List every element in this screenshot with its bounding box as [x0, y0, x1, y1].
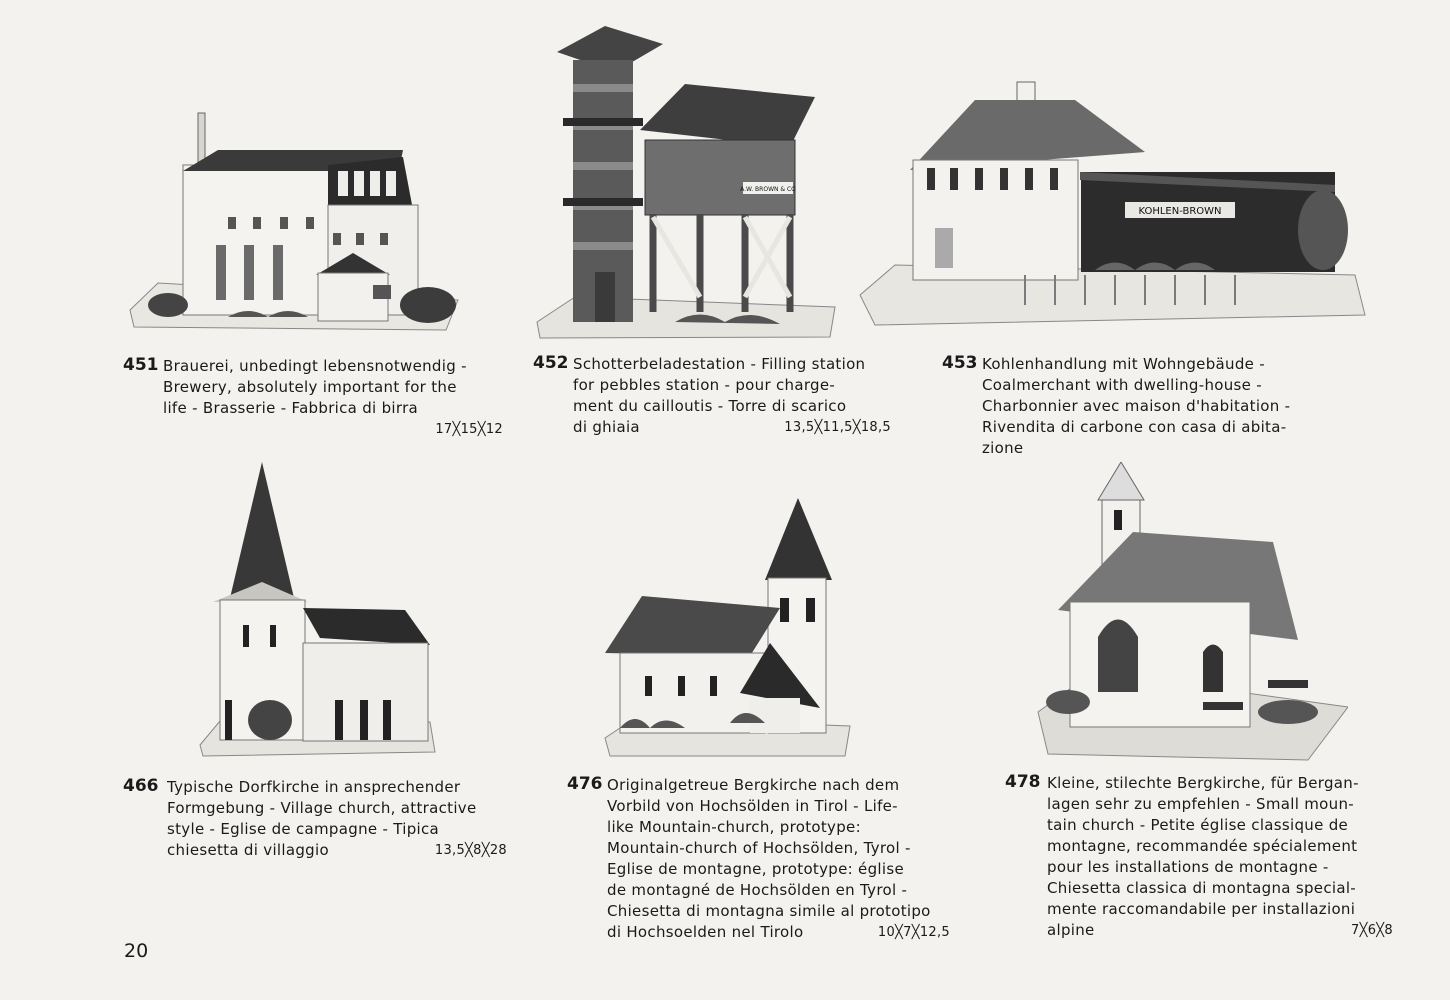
- item-number: 453: [942, 353, 978, 373]
- item-number: 466: [123, 776, 159, 796]
- caption-line: chiesetta di villaggio: [167, 841, 329, 859]
- item-number: 478: [1005, 772, 1041, 792]
- caption-line: pour les installations de montagne -: [1047, 858, 1329, 876]
- caption-line: di Hochsoelden nel Tirolo: [607, 923, 804, 941]
- signage-453: KOHLEN-BROWN: [1138, 206, 1222, 217]
- caption-line: style - Eglise de campagne - Tipica: [167, 820, 440, 838]
- caption-line: Eglise de montagne, prototype: église: [607, 860, 904, 878]
- item-number: 451: [123, 355, 159, 375]
- caption-line: tain church - Petite église classique de: [1047, 816, 1349, 834]
- dimensions: 13,5╳8╳28: [434, 843, 507, 858]
- caption-line: Charbonnier avec maison d'habitation -: [982, 397, 1291, 415]
- caption-line: ment du cailloutis - Torre di scarico: [573, 397, 847, 415]
- caption-line: Coalmerchant with dwelling-house -: [982, 376, 1262, 394]
- caption-line: alpine: [1047, 921, 1095, 939]
- caption-line: Chiesetta di montagna simile al prototipo: [607, 902, 931, 920]
- caption-line: life - Brasserie - Fabbrica di birra: [163, 399, 419, 417]
- caption-line: Kleine, stilechte Bergkirche, für Bergan-: [1047, 774, 1359, 792]
- photo-466-village-church: [195, 460, 440, 758]
- dimensions: 13,5╳11,5╳18,5: [784, 420, 891, 435]
- dimensions: 17╳15╳12: [435, 422, 503, 437]
- caption-line: Kohlenhandlung mit Wohngebäude -: [982, 355, 1265, 373]
- caption-line: de montagné de Hochsölden en Tyrol -: [607, 881, 908, 899]
- caption-line: montagne, recommandée spécialement: [1047, 837, 1358, 855]
- caption-line: like Mountain-church, prototype:: [607, 818, 861, 836]
- photo-452-filling-station: [535, 22, 840, 340]
- caption-line: zione: [982, 439, 1024, 457]
- caption-line: Vorbild von Hochsölden in Tirol - Life-: [607, 797, 898, 815]
- caption-line: lagen sehr zu empfehlen - Small moun-: [1047, 795, 1354, 813]
- caption-line: Schotterbeladestation - Filling station: [573, 355, 866, 373]
- signage-452: A.W. BROWN & CO: [740, 186, 796, 193]
- item-number: 452: [533, 353, 569, 373]
- caption-line: Formgebung - Village church, attractive: [167, 799, 477, 817]
- caption-line: Originalgetreue Bergkirche nach dem: [607, 776, 900, 794]
- item-number: 476: [567, 774, 603, 794]
- caption-line: Chiesetta classica di montagna special-: [1047, 879, 1357, 897]
- photo-451-brewery: [128, 105, 463, 335]
- caption-line: Brauerei, unbedingt lebensnotwendig -: [163, 357, 467, 375]
- caption-line: di ghiaia: [573, 418, 640, 436]
- page-number: 20: [124, 940, 149, 962]
- caption-line: for pebbles station - pour charge-: [573, 376, 836, 394]
- caption-line: Mountain-church of Hochsölden, Tyrol -: [607, 839, 911, 857]
- dimensions: 10╳7╳12,5: [877, 925, 950, 940]
- photo-453-coal-merchant: [855, 80, 1375, 335]
- caption-line: Brewery, absolutely important for the: [163, 378, 457, 396]
- caption-line: Rivendita di carbone con casa di abita-: [982, 418, 1287, 436]
- dimensions: 7╳6╳8: [1351, 923, 1393, 938]
- photo-476-mountain-church: [600, 498, 855, 760]
- caption-line: mente raccomandabile per installazioni: [1047, 900, 1356, 918]
- photo-478-small-mountain-church: [1028, 462, 1348, 764]
- caption-line: Typische Dorfkirche in ansprechender: [167, 778, 461, 796]
